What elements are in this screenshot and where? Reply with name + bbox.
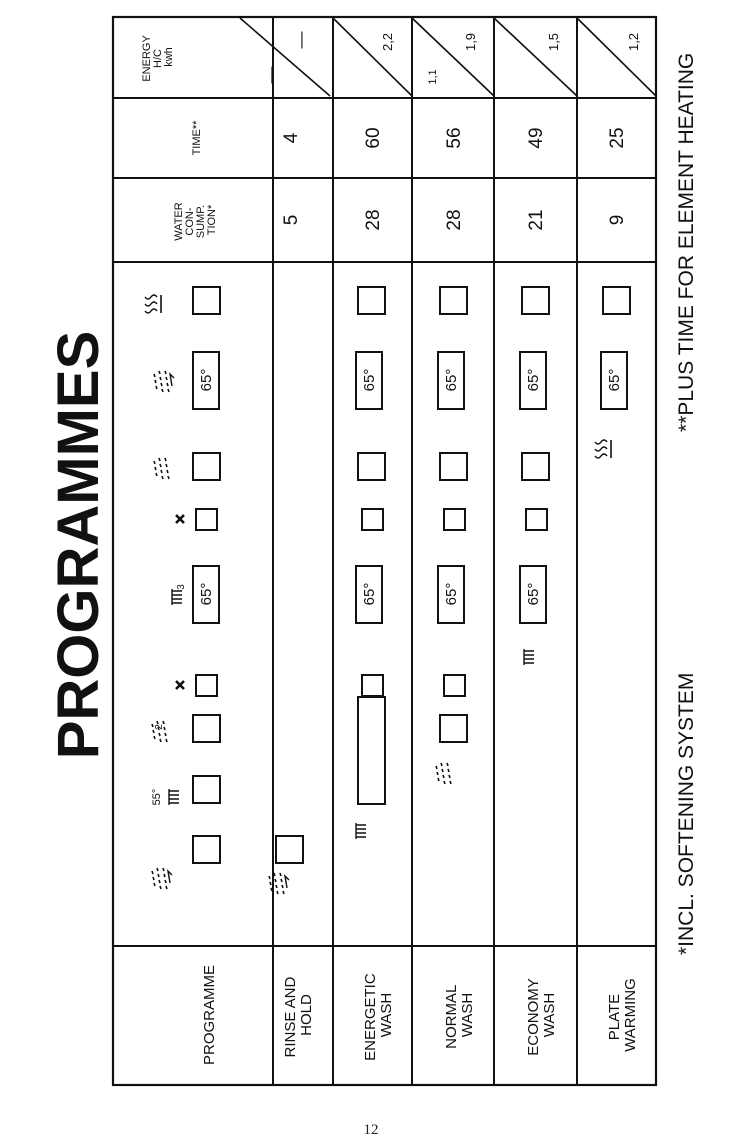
- wash-spray-icon: [152, 721, 167, 742]
- step-temp-label: 55°: [151, 788, 163, 806]
- step-box: [522, 453, 549, 480]
- time-value: 60: [363, 127, 384, 149]
- step-box: [440, 453, 467, 480]
- header-time: TIME**: [191, 120, 203, 156]
- water-value: 21: [526, 209, 547, 231]
- energy-hot: 1,1: [427, 69, 439, 85]
- page-title: PROGRAMMES: [46, 330, 111, 760]
- temp-label: 65°: [525, 582, 542, 606]
- tank-icon: [356, 823, 366, 839]
- drying-heat-icon: [145, 295, 161, 313]
- step-box: [362, 509, 383, 530]
- step-box: [193, 776, 220, 803]
- step-box: [526, 509, 547, 530]
- footnote-softening: *INCL. SOFTENING SYSTEM: [675, 672, 698, 955]
- header-water: WATER CON- SUMP. TION*: [173, 202, 218, 241]
- drain-icon: [176, 681, 184, 689]
- step-box: [358, 453, 385, 480]
- time-value: 25: [607, 127, 628, 149]
- row-rinse-and-hold: [261, 32, 315, 1058]
- step-box: [193, 287, 220, 314]
- water-value: 9: [607, 214, 628, 226]
- step-box: [196, 675, 217, 696]
- temp-label: 65°: [443, 582, 460, 606]
- temp-label: 65°: [198, 582, 215, 606]
- row-energetic-wash: [356, 33, 395, 1061]
- heat-icon: [595, 440, 611, 458]
- temp-label: 65°: [525, 368, 542, 392]
- hot-rinse-icon: [154, 371, 174, 392]
- footnote-element-heating: **PLUS TIME FOR ELEMENT HEATING: [675, 52, 698, 432]
- prewash-box: [358, 697, 385, 804]
- step-box: [362, 675, 383, 696]
- row-plate-warming: [595, 33, 641, 1052]
- energy-cold: 1,9: [463, 32, 478, 52]
- time-value: 56: [444, 127, 465, 149]
- energy-hot: —: [261, 66, 280, 84]
- step-box: [196, 509, 217, 530]
- row-normal-wash: [427, 33, 478, 1049]
- wash-spray-icon: [436, 763, 451, 784]
- header-energy: ENERGY H/C kwh: [141, 35, 175, 82]
- energy-cold: 1,5: [546, 32, 561, 52]
- step-sub-label: 2: [154, 724, 165, 730]
- temp-label: 65°: [361, 582, 378, 606]
- programmes-table: [113, 17, 656, 1085]
- prerinse-icon: [152, 868, 172, 889]
- step-box: [276, 836, 303, 863]
- step-box: [193, 453, 220, 480]
- time-value: 4: [281, 132, 302, 144]
- programme-name: RINSE AND HOLD: [282, 976, 315, 1058]
- step-box: [603, 287, 630, 314]
- step-box: [440, 287, 467, 314]
- energy-cold: —: [291, 31, 310, 49]
- step-sub-label: 3: [176, 584, 187, 590]
- drain-icon: [176, 515, 184, 523]
- step-box: [444, 675, 465, 696]
- tank-icon: [169, 789, 179, 805]
- step-box: [444, 509, 465, 530]
- step-box: [440, 715, 467, 742]
- temp-label: 65°: [361, 368, 378, 392]
- tank-icon: [524, 649, 534, 665]
- programme-name: ECONOMY WASH: [525, 978, 558, 1056]
- programme-name: ENERGETIC WASH: [362, 973, 395, 1061]
- step-box: [193, 836, 220, 863]
- programme-name: PLATE WARMING: [606, 978, 639, 1052]
- step-box: [522, 287, 549, 314]
- header-programme: PROGRAMME: [201, 964, 218, 1066]
- tank-icon: [172, 589, 182, 605]
- energy-cold: 2,2: [380, 32, 395, 52]
- time-value: 49: [526, 127, 547, 149]
- water-value: 28: [363, 209, 384, 231]
- energy-cold: 1,2: [626, 32, 641, 52]
- water-value: 5: [281, 214, 302, 226]
- header-steps: [145, 287, 220, 889]
- temp-label: 65°: [606, 368, 623, 392]
- water-value: 28: [444, 209, 465, 231]
- temp-label: 65°: [198, 368, 215, 392]
- rinse-spray-icon: [154, 458, 169, 479]
- step-box: [193, 715, 220, 742]
- step-box: [358, 287, 385, 314]
- temp-label: 65°: [443, 368, 460, 392]
- programme-name: NORMAL WASH: [443, 985, 476, 1049]
- row-economy-wash: [520, 33, 561, 1056]
- page-number: 12: [363, 1122, 379, 1138]
